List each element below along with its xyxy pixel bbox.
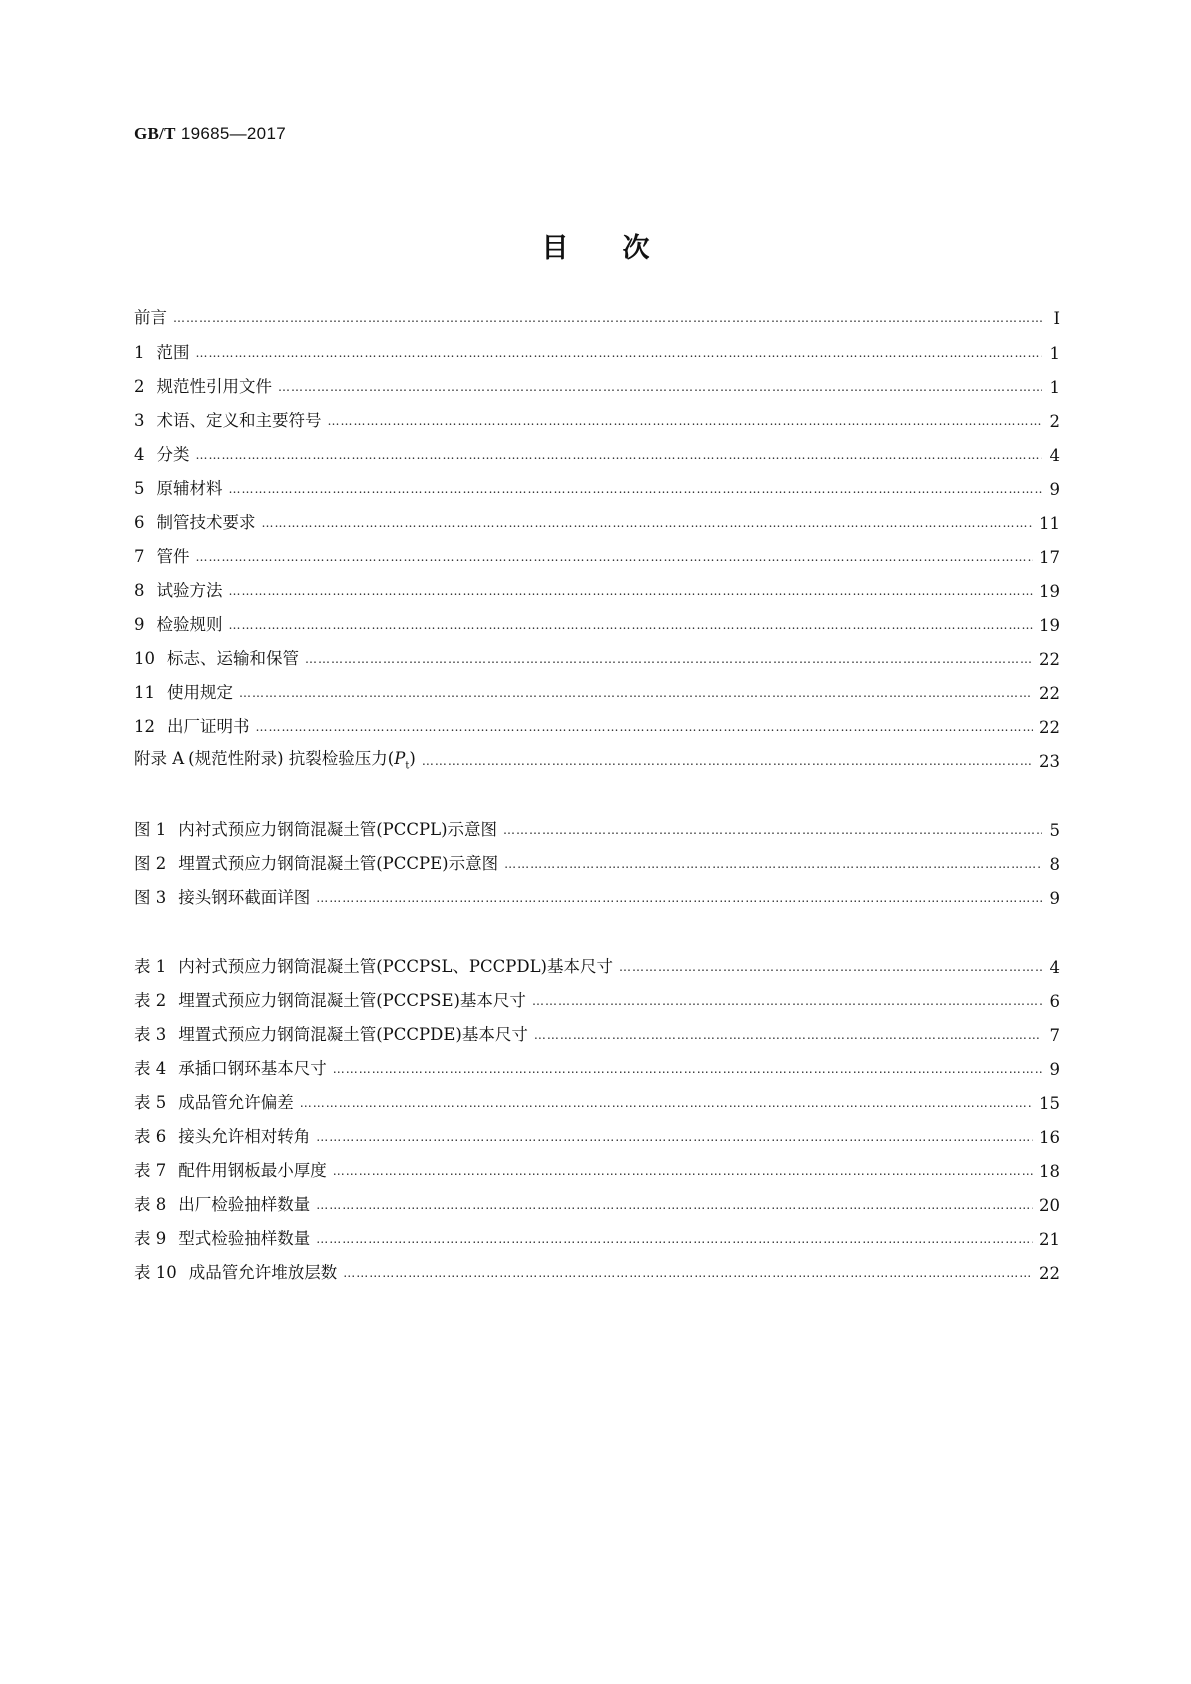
toc-entry-page: Ⅰ: [1053, 309, 1060, 328]
toc-entry-label: 使用规定: [167, 683, 233, 702]
toc-entry-number: 附录 A: [134, 748, 185, 768]
leader-dots: [229, 479, 1043, 499]
toc-entry-number: 8: [134, 581, 145, 600]
toc-table-9[interactable]: [134, 1225, 1060, 1249]
toc-entry-label: 承插口钢环基本尺寸: [178, 1059, 327, 1078]
leader-dots: [278, 377, 1042, 397]
toc-entry-label-end: ): [409, 748, 416, 768]
toc-entry-8[interactable]: [134, 577, 1060, 601]
toc-entry-number: 10: [134, 649, 155, 668]
toc-entry-page: 19: [1039, 616, 1060, 635]
leader-dots: [333, 1161, 1033, 1181]
leader-dots: [316, 1195, 1033, 1215]
toc-entry-label-subscript: t: [405, 760, 410, 771]
toc-entry-label: 埋置式预应力钢筒混凝土管(PCCPDE)基本尺寸: [178, 1025, 528, 1044]
toc-table-7[interactable]: [134, 1157, 1060, 1181]
leader-dots: [422, 751, 1033, 771]
leader-dots: [300, 1093, 1033, 1113]
leader-dots: [619, 957, 1042, 977]
toc-entry-number: 5: [134, 479, 145, 498]
toc-entry-label: 规范性引用文件: [156, 377, 272, 396]
toc-entry-page: 22: [1039, 684, 1060, 703]
toc-entry-label-variable: P: [394, 748, 406, 768]
toc-entry-page: 2: [1049, 412, 1060, 431]
toc-entry-number: 7: [134, 547, 145, 566]
toc-entry-page: 22: [1039, 1264, 1060, 1283]
toc-entry-label: 制管技术要求: [156, 513, 256, 532]
toc-entry-page: 17: [1039, 548, 1060, 567]
toc-table-2[interactable]: [134, 987, 1060, 1011]
toc-entry-number: 图 3: [134, 888, 167, 907]
toc-table-8[interactable]: [134, 1191, 1060, 1215]
toc-entry-label: 出厂证明书: [167, 717, 250, 736]
toc-table-10[interactable]: [134, 1259, 1060, 1283]
toc-table-6[interactable]: [134, 1123, 1060, 1147]
toc-entry-label: 试验方法: [156, 581, 223, 600]
toc-entry-number: 12: [134, 717, 155, 736]
toc-entry-10[interactable]: [134, 645, 1060, 669]
toc-entry-2[interactable]: [134, 373, 1060, 397]
toc-table-5[interactable]: [134, 1089, 1060, 1113]
toc-entry-page: 22: [1039, 650, 1060, 669]
leader-dots: [262, 513, 1034, 533]
toc-entry-page: 9: [1049, 480, 1060, 499]
toc-entry-page: 23: [1039, 752, 1060, 771]
toc-entry-page: 18: [1039, 1162, 1060, 1181]
toc-table-3[interactable]: [134, 1021, 1060, 1045]
leader-dots: [504, 854, 1042, 874]
toc-entry-label: 管件: [156, 547, 190, 566]
leader-dots: [239, 683, 1033, 703]
leader-dots: [503, 820, 1042, 840]
toc-entry-number: 表 6: [134, 1127, 167, 1146]
toc-entry-5[interactable]: [134, 475, 1060, 499]
leader-dots: [316, 1229, 1033, 1249]
toc-entry-page: 4: [1049, 958, 1060, 977]
toc-entry-label: (规范性附录) 抗裂检验压力(: [188, 748, 395, 768]
toc-entry-number: 表 9: [134, 1229, 167, 1248]
toc-entry-9[interactable]: [134, 611, 1060, 635]
toc-entry-page: 6: [1049, 992, 1060, 1011]
toc-entry-label: 型式检验抽样数量: [178, 1229, 311, 1248]
toc-entry-label: 内衬式预应力钢筒混凝土管(PCCPSL、PCCPDL)基本尺寸: [178, 957, 613, 976]
toc-entry-7[interactable]: [134, 543, 1060, 567]
toc-entry-page: 19: [1039, 582, 1060, 601]
toc-entry-foreword[interactable]: [134, 304, 1060, 328]
toc-figure-2[interactable]: [134, 850, 1060, 874]
toc-entry-label: 原辅材料: [156, 479, 223, 498]
toc-entry-number: 表 1: [134, 957, 167, 976]
toc-entry-number: 图 2: [134, 854, 167, 873]
toc-entry-page: 9: [1049, 1060, 1060, 1079]
toc-entry-page: 1: [1049, 378, 1060, 397]
toc-entry-label: 内衬式预应力钢筒混凝土管(PCCPL)示意图: [178, 820, 498, 839]
toc-entry-number: 表 8: [134, 1195, 167, 1214]
leader-dots: [534, 1025, 1042, 1045]
toc-entry-number: 表 10: [134, 1263, 177, 1282]
toc-figure-1[interactable]: [134, 816, 1060, 840]
leader-dots: [229, 615, 1034, 635]
toc-entry-number: 11: [134, 683, 155, 702]
toc-entry-number: 图 1: [134, 820, 167, 839]
toc-entry-label: 成品管允许偏差: [178, 1093, 294, 1112]
toc-entry-number: 6: [134, 513, 145, 532]
toc-entry-page: 20: [1039, 1196, 1060, 1215]
toc-entry-appendix-a[interactable]: [134, 747, 1060, 771]
toc-entry-11[interactable]: [134, 679, 1060, 703]
toc-table-1[interactable]: [134, 953, 1060, 977]
toc-entry-label: 范围: [156, 343, 190, 362]
toc-entry-page: 4: [1049, 446, 1060, 465]
page-title: 目次: [541, 233, 704, 264]
toc-entry-page: 16: [1039, 1128, 1060, 1147]
toc-entry-label: 标志、运输和保管: [167, 649, 299, 668]
toc-table-4[interactable]: [134, 1055, 1060, 1079]
toc-entry-label: 成品管允许堆放层数: [188, 1263, 338, 1282]
leader-dots: [316, 1127, 1033, 1147]
toc-entry-page: 22: [1039, 718, 1060, 737]
toc-entry-number: 表 5: [134, 1093, 167, 1112]
leader-dots: [305, 649, 1033, 669]
toc-entry-number: 表 7: [134, 1161, 167, 1180]
toc-entry-page: 8: [1049, 855, 1060, 874]
toc-entry-label: 配件用钢板最小厚度: [178, 1161, 327, 1180]
toc-entry-label: 检验规则: [156, 615, 223, 634]
leader-dots: [173, 308, 1042, 328]
toc-entry-page: 7: [1049, 1026, 1060, 1045]
toc-entry-number: 4: [134, 445, 145, 464]
toc-entry-label: 出厂检验抽样数量: [178, 1195, 311, 1214]
leader-dots: [196, 343, 1043, 363]
toc-entry-page: 15: [1039, 1094, 1060, 1113]
toc-entry-label: 术语、定义和主要符号: [156, 411, 322, 430]
toc-entry-label: 接头允许相对转角: [178, 1127, 311, 1146]
leader-dots: [328, 411, 1043, 431]
toc-entry-page: 1: [1049, 344, 1060, 363]
leader-dots: [532, 991, 1042, 1011]
toc-entry-6[interactable]: [134, 509, 1060, 533]
toc-entry-3[interactable]: [134, 407, 1060, 431]
leader-dots: [229, 581, 1034, 601]
leader-dots: [343, 1263, 1033, 1283]
toc-entry-4[interactable]: [134, 441, 1060, 465]
leader-dots: [333, 1059, 1042, 1079]
toc-entry-number: 1: [134, 343, 145, 362]
toc-entry-number: 表 3: [134, 1025, 167, 1044]
toc-entry-number: 表 4: [134, 1059, 167, 1078]
leader-dots: [196, 445, 1043, 465]
leader-dots: [256, 717, 1034, 737]
toc-entry-number: 3: [134, 411, 145, 430]
toc-figure-3[interactable]: [134, 884, 1060, 908]
toc-entry-number: 表 2: [134, 991, 167, 1010]
leader-dots: [196, 547, 1034, 567]
toc-entry-label: 分类: [156, 445, 190, 464]
toc-entry-page: 9: [1049, 889, 1060, 908]
toc-entry-number: 2: [134, 377, 145, 396]
standard-code-prefix: GB/T: [134, 124, 176, 143]
toc-entry-label: 前言: [134, 308, 167, 327]
toc-entry-label: 埋置式预应力钢筒混凝土管(PCCPE)示意图: [178, 854, 499, 873]
standard-code: [134, 124, 286, 144]
standard-code-number: 19685—2017: [180, 124, 286, 143]
toc-entry-label: 埋置式预应力钢筒混凝土管(PCCPSE)基本尺寸: [178, 991, 526, 1010]
toc-entry-page: 21: [1039, 1230, 1060, 1249]
toc-entry-page: 5: [1049, 821, 1060, 840]
toc-entry-label: 接头钢环截面详图: [178, 888, 311, 907]
leader-dots: [316, 888, 1042, 908]
toc-entry-12[interactable]: [134, 713, 1060, 737]
toc-entry-1[interactable]: [134, 339, 1060, 363]
toc-entry-number: 9: [134, 615, 145, 634]
toc-entry-page: 11: [1039, 514, 1060, 533]
